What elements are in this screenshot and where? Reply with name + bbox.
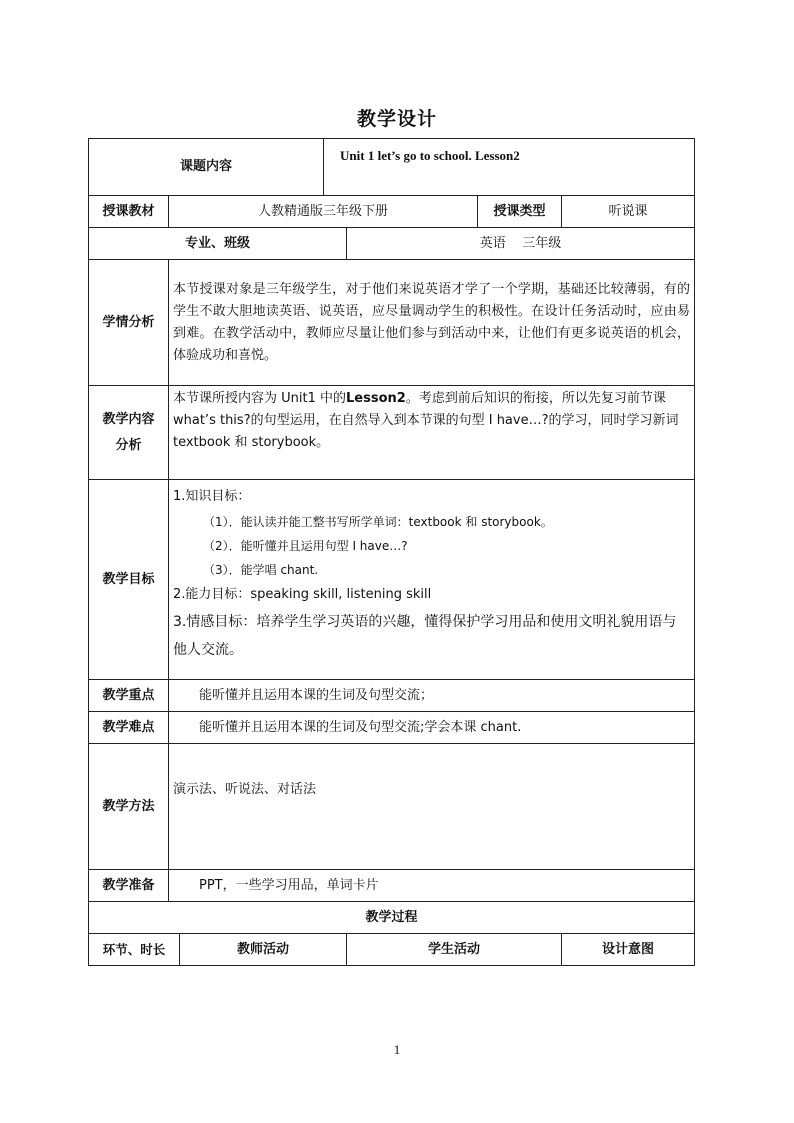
class-label: 专业、班级 xyxy=(89,228,347,260)
objective-item-2: （2）．能听懂并且运用句型 I have…? xyxy=(203,539,408,553)
ability-objective: 2.能力目标：speaking skill, listening skill xyxy=(173,587,432,602)
class-value: 英语 三年级 xyxy=(347,228,695,260)
process-header-student: 学生活动 xyxy=(347,934,562,966)
methods-row xyxy=(89,744,695,870)
textbook-label: 授课教材 xyxy=(89,196,169,228)
lesson-type-label: 授课类型 xyxy=(478,196,562,228)
preparation-row xyxy=(89,870,695,902)
objectives-row xyxy=(89,480,695,680)
content-analysis-text-before: 本节课所授内容为 Unit1 中的 xyxy=(173,391,346,406)
student-analysis-row xyxy=(89,260,695,386)
process-title-row xyxy=(89,902,695,934)
emotion-objective: 3.情感目标：培养学生学习英语的兴趣，懂得保护学习用品和使用文明礼貌用语与他人交流。 xyxy=(173,614,677,658)
document-title: 教学设计 xyxy=(356,108,437,130)
key-points-row xyxy=(89,680,695,712)
textbook-row xyxy=(89,196,695,228)
difficulties-label: 教学难点 xyxy=(89,712,169,744)
process-header-stage: 环节、时长 xyxy=(89,934,180,966)
difficulties-text: 能听懂并且运用本课的生词及句型交流;学会本课 chant. xyxy=(169,712,695,744)
content-analysis-lesson: Lesson2 xyxy=(346,391,406,406)
student-analysis-label: 学情分析 xyxy=(89,260,169,386)
objective-item-1: （1）．能认读并能工整书写所学单词：textbook 和 storybook。 xyxy=(203,515,553,529)
lesson-plan-table xyxy=(88,138,695,966)
process-header-teacher: 教师活动 xyxy=(180,934,347,966)
content-analysis-row xyxy=(89,386,695,480)
content-analysis-text-after: 。考虑到前后知识的衔接，所以先复习前节课 what’s this?的句型运用，在自然导入到本节课的句型 I have…?的学习，同时学习新词 textbook 和 storybook。 xyxy=(173,391,679,450)
process-header-intent: 设计意图 xyxy=(562,934,695,966)
key-points-text: 能听懂并且运用本课的生词及句型交流； xyxy=(169,680,695,712)
methods-text: 演示法、听说法、对话法 xyxy=(169,744,695,870)
methods-label: 教学方法 xyxy=(89,744,169,870)
content-analysis-label-line1: 教学内容 xyxy=(102,411,155,427)
objectives-label: 教学目标 xyxy=(89,480,169,680)
student-analysis-text: 本节授课对象是三年级学生，对于他们来说英语才学了一个学期，基础还比较薄弱，有的学生不敢大胆地读英语、说英语，应尽量调动学生的积极性。在设计任务活动时，应由易到难。在教学活动中，教师应尽量让他们参与到活动中来，让他们有更多说英语的机会，体验成功和喜悦。 xyxy=(169,260,695,386)
preparation-label: 教学准备 xyxy=(89,870,169,902)
content-analysis-label-line2: 分析 xyxy=(115,437,142,453)
topic-label: 课题内容 xyxy=(89,139,324,196)
textbook-value: 人教精通版三年级下册 xyxy=(169,196,478,228)
preparation-text: PPT，一些学习用品，单词卡片 xyxy=(169,870,695,902)
process-title: 教学过程 xyxy=(89,902,695,934)
topic-value: Unit 1 let’s go to school. Lesson2 xyxy=(324,139,695,196)
content-analysis-text xyxy=(169,386,695,480)
page-number: 1 xyxy=(393,1042,401,1057)
objective-item-3: （3）．能学唱 chant. xyxy=(203,563,319,577)
objectives-content xyxy=(169,480,695,680)
difficulties-row xyxy=(89,712,695,744)
lesson-type-value: 听说课 xyxy=(562,196,695,228)
process-header-row xyxy=(89,934,695,966)
knowledge-objective-title: 1.知识目标： xyxy=(173,489,251,504)
key-points-label: 教学重点 xyxy=(89,680,169,712)
class-row xyxy=(89,228,695,260)
topic-row xyxy=(89,139,695,196)
content-analysis-label xyxy=(89,386,169,480)
